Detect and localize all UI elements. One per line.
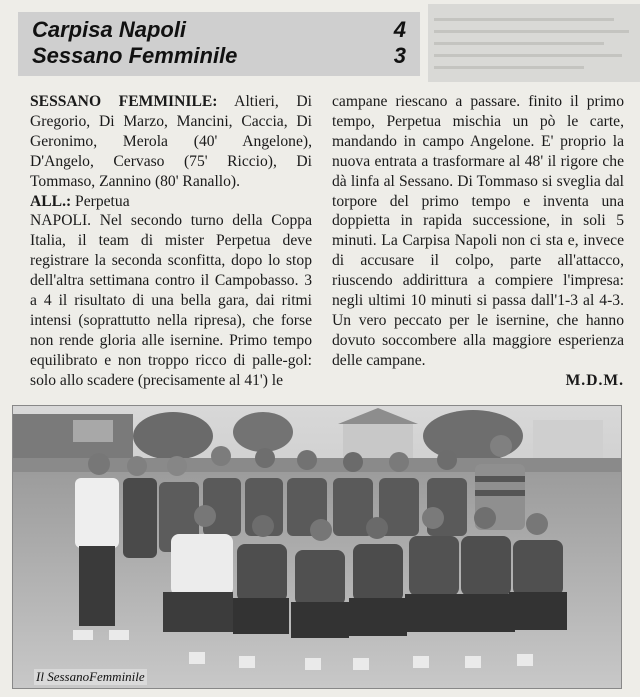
lineup-label: SESSANO FEMMINILE: [30,93,218,110]
coach-label: ALL.: [30,192,72,210]
home-team-score: 4 [393,17,406,42]
article-column-left [30,92,312,391]
article-body-right: campane riescano a passare. finito il primo tempo, Perpetua mischia un pò le carte, mandando in campo Angelone. E' proprio la nuova entrata a trasformare al 48' il rigore che dà linfa al Sessano. Di Tommaso si sveglia dal torpore del primo tempo e inventa una doppietta in rapida successione, in soli 5 minuti. La Carpisa Napoli non ci sta e, invece di accusare il colpo, parte all'attacco, riuscendo addirittura a compiere l'impresa: negli ultimi 10 minuti si passa dall'1-3 al 4-3. Un vero peccato per le isernine, che hanno dovuto soccombere alla maggiore esperienza delle campane. [332,93,624,369]
article-column-right [332,92,624,391]
match-result-header [18,12,420,76]
away-team-name: Sessano Femminile [32,43,238,68]
article-body-left: NAPOLI. Nel secondo turno della Coppa Italia, il team di mister Perpetua deve registrare la seconda sconfitta, dopo lo stop dell'altra settimana contro il Campobasso. 3 a 4 il risultato di una bella gara, dai ritmi intensi (soprattutto nella ripresa), che forse non rende gloria alle isernine. Primo tempo equilibrato e non troppo ricco di palle-gol: solo allo scadere (precisamente al 41') le [30,212,312,389]
coach-text: Perpetua [71,192,130,210]
away-team-score: 3 [393,43,406,68]
author-signature: M.D.M. [565,371,624,389]
photo-caption: Il SessanoFemminile [36,669,145,684]
team-photo [12,405,622,689]
adjacent-article-bleed [428,4,640,82]
coach-paragraph [30,192,312,212]
team-photo-image [13,406,621,688]
home-team-name: Carpisa Napoli [32,17,187,42]
lineup-paragraph [30,92,312,192]
lineup-text: Altieri, Di Gregorio, Di Marzo, Mancini, Caccia, Di Geronimo, Merola (40' Angelone), D'Angelo, Cervaso (75' Riccio), Di Tommaso, Zannino (80' Ranallo). [30,93,312,190]
